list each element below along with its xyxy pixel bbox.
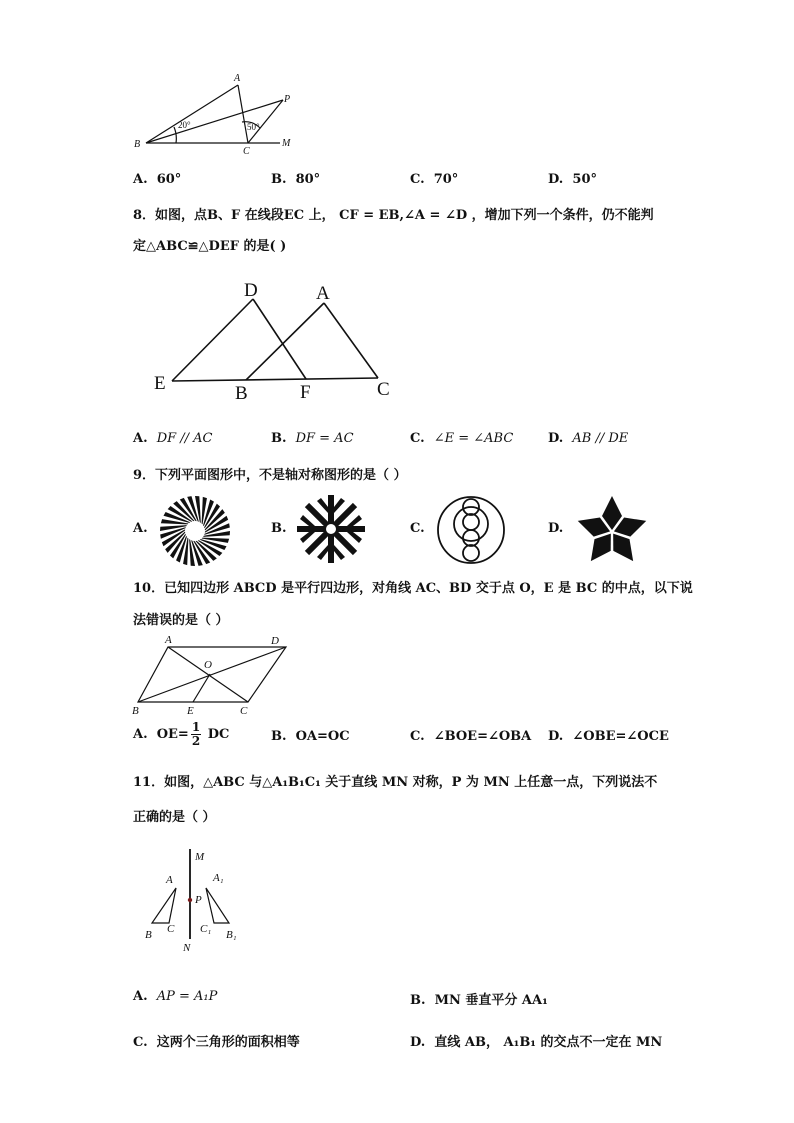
q11-option-d[interactable]: D. 直线 AB， A₁B₁ 的交点不一定在 MN [410, 1035, 663, 1050]
q11-option-c[interactable]: C. 这两个三角形的面积相等 [133, 1035, 300, 1050]
q7-option-c[interactable]: C. 70° [410, 172, 459, 187]
q9-option-a-letter[interactable]: A. [133, 521, 148, 536]
q8-stem-line2: 定△ABC≌△DEF 的是( ) [133, 239, 287, 254]
q7-label-c: C [243, 146, 250, 155]
q11-figure [140, 845, 250, 960]
q9-stem-line1: 9．下列平面图形中，不是轴对称图形的是（ ） [133, 468, 407, 483]
q10-label-c: C [240, 705, 248, 717]
q10-stem-line2: 法错误的是（ ） [133, 613, 229, 628]
q9-option-c-letter[interactable]: C. [410, 521, 425, 536]
q7-angle-arc-b [174, 127, 176, 143]
q8-label-e: E [154, 373, 166, 394]
q8-segment-ed [172, 299, 253, 381]
q8-figure [150, 278, 400, 406]
q11-label-c1: C₁ [200, 923, 212, 935]
q8-label-a: A [316, 283, 330, 304]
q7-option-d[interactable]: D. 50° [548, 172, 597, 187]
q11-triangle-a1b1c1 [206, 888, 229, 923]
q11-label-b: B [145, 929, 152, 941]
sunburst-icon[interactable] [158, 494, 232, 568]
q8-option-c-text: ∠E = ∠ABC [433, 431, 514, 446]
q8-line-ec [172, 378, 378, 381]
q10-figure [128, 630, 298, 718]
fraction-one-half: $\frac{1}{2}$ [191, 720, 201, 748]
q11-label-a: A [166, 874, 173, 886]
stacked-circles-icon[interactable] [435, 494, 507, 566]
q11-triangle-abc [152, 888, 176, 923]
q8-label-f: F [300, 382, 311, 403]
q7-option-a-text: 60° [156, 172, 182, 187]
q7-angle-20-label: 20° [178, 120, 191, 130]
q8-option-d[interactable]: D. AB // DE [548, 431, 629, 446]
q7-label-m: M [282, 138, 291, 149]
q8-segment-ba [246, 303, 324, 380]
q7-option-c-text: 70° [433, 172, 459, 187]
q8-label-b: B [235, 383, 248, 404]
q11-label-n: N [183, 942, 191, 954]
q11-option-d-text: 直线 AB， A₁B₁ 的交点不一定在 MN [434, 1035, 663, 1050]
q10-label-o: O [204, 659, 212, 671]
q10-label-a: A [165, 634, 172, 646]
q10-option-d-text: ∠OBE=∠OCE [572, 729, 669, 744]
q11-point-p [188, 898, 192, 902]
snowflake-icon[interactable] [296, 494, 366, 564]
q10-option-b[interactable]: B. OA=OC [271, 729, 350, 744]
q7-label-b: B [134, 139, 141, 150]
q7-segment-bp [146, 100, 283, 143]
q8-option-c[interactable]: C. ∠E = ∠ABC [410, 431, 514, 446]
q8-segment-ac [324, 303, 378, 378]
q11-option-b-text: MN 垂直平分 AA₁ [434, 993, 548, 1008]
q7-option-a[interactable]: A. 60° [133, 172, 182, 187]
q8-option-a[interactable]: A. DF // AC [133, 431, 213, 446]
q11-label-p: P [195, 894, 202, 906]
q11-label-b1: B₁ [226, 929, 237, 941]
pinwheel-star-icon[interactable] [572, 492, 652, 570]
q8-option-a-text: DF // AC [156, 431, 213, 446]
q8-stem-line1: 8．如图，点B、F 在线段EC 上， CF = EB,∠A = ∠D ，增加下列一个条件，仍不能判 [133, 208, 654, 223]
q8-option-b-text: DF = AC [295, 431, 354, 446]
q8-label-c: C [377, 379, 390, 400]
q7-label-a: A [234, 73, 241, 84]
q10-diagonal-bd [138, 647, 286, 702]
q11-option-a-text: AP = A₁P [156, 989, 218, 1004]
q10-option-c-text: ∠BOE=∠OBA [433, 729, 532, 744]
q11-label-c: C [167, 923, 175, 935]
q11-option-b[interactable]: B. MN 垂直平分 AA₁ [410, 993, 548, 1008]
q7-option-b-text: 80° [295, 172, 321, 187]
q7-segment-ba [146, 85, 238, 143]
q10-stem-line1: 10．已知四边形 ABCD 是平行四边形，对角线 AC、BD 交于点 O，E 是 BC 的中点，以下说 [133, 581, 693, 596]
q11-option-c-text: 这两个三角形的面积相等 [156, 1035, 300, 1050]
q10-label-e: E [187, 705, 194, 717]
q7-angle-50-label: 50° [247, 122, 260, 132]
q9-option-d-letter[interactable]: D. [548, 521, 564, 536]
q7-option-b[interactable]: B. 80° [271, 172, 321, 187]
q10-option-d[interactable]: D. ∠OBE=∠OCE [548, 729, 669, 744]
q11-stem-line1: 11．如图，△ABC 与△A₁B₁C₁ 关于直线 MN 对称，P 为 MN 上任意一点，下列说法不 [133, 775, 658, 790]
q10-option-b-text: OA=OC [295, 729, 350, 744]
q10-label-d: D [271, 635, 279, 647]
q10-label-b: B [132, 705, 139, 717]
q7-option-d-text: 50° [572, 172, 597, 187]
q10-option-a[interactable]: A. OE= $\frac{1}{2}$ DC [133, 720, 230, 748]
q10-option-c[interactable]: C. ∠BOE=∠OBA [410, 729, 532, 744]
q8-segment-df [253, 299, 306, 379]
q7-figure [130, 70, 310, 155]
q11-label-m: M [195, 851, 205, 863]
q8-label-d: D [244, 280, 258, 301]
q8-option-d-text: AB // DE [572, 431, 629, 446]
q9-option-b-letter[interactable]: B. [271, 521, 287, 536]
q8-option-b[interactable]: B. DF = AC [271, 431, 354, 446]
q10-diagonal-ac [168, 647, 248, 702]
q7-label-p: P [284, 94, 291, 105]
q11-label-a1: A₁ [213, 872, 224, 884]
q11-option-a[interactable]: A. AP = A₁P [133, 989, 218, 1004]
q11-stem-line2: 正确的是（ ） [133, 810, 216, 825]
